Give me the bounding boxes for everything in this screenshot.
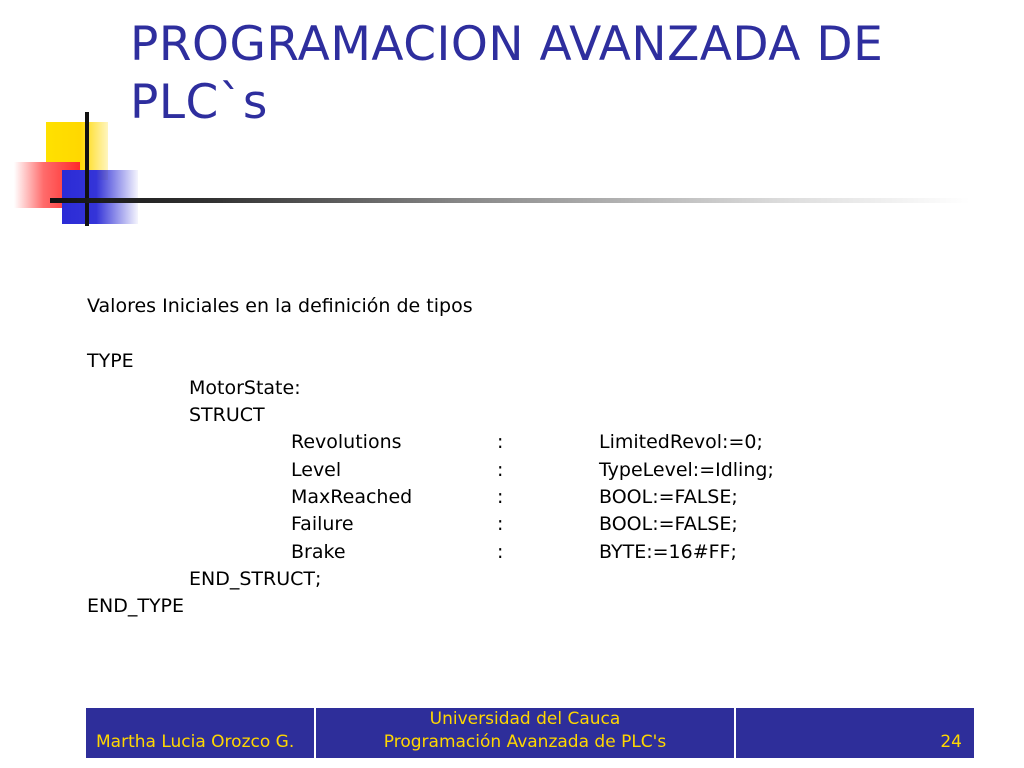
slide-body xyxy=(87,293,967,621)
field-name: MaxReached xyxy=(291,486,413,509)
footer-institution: Universidad del Cauca xyxy=(429,709,621,729)
field-name: Level xyxy=(291,458,342,481)
footer-course: Programación Avanzada de PLC's xyxy=(383,732,667,752)
field-type: TypeLevel:=Idling; xyxy=(599,458,774,481)
code-type-name: MotorState: xyxy=(189,376,301,399)
field-separator: : xyxy=(497,540,504,563)
field-separator: : xyxy=(497,513,504,536)
intro-text: Valores Iniciales en la definición de tipos xyxy=(87,295,473,317)
code-field-row xyxy=(87,484,967,511)
field-separator: : xyxy=(497,431,504,454)
field-name: Brake xyxy=(291,540,346,563)
field-type: BOOL:=FALSE; xyxy=(599,486,738,509)
code-struct-open: STRUCT xyxy=(189,404,265,427)
footer-author: Martha Lucia Orozco G. xyxy=(96,732,295,752)
slide-footer xyxy=(86,708,974,758)
code-type-open: TYPE xyxy=(87,349,134,372)
title-divider xyxy=(50,198,970,203)
logo-vertical-line xyxy=(85,112,89,226)
field-separator: : xyxy=(497,486,504,509)
field-type: LimitedRevol:=0; xyxy=(599,431,763,454)
field-separator: : xyxy=(497,458,504,481)
code-type-close: END_TYPE xyxy=(87,595,185,618)
field-name: Revolutions xyxy=(291,431,402,454)
code-field-row xyxy=(87,539,967,566)
code-field-row xyxy=(87,429,967,456)
footer-page-number: 24 xyxy=(940,732,962,752)
code-field-row xyxy=(87,457,967,484)
slide-title: PROGRAMACION AVANZADA DE PLC`s xyxy=(130,17,884,130)
field-name: Failure xyxy=(291,513,354,536)
field-type: BYTE:=16#FF; xyxy=(599,540,737,563)
logo-blue-square xyxy=(62,170,138,224)
blank-line xyxy=(87,320,967,347)
field-type: BOOL:=FALSE; xyxy=(599,513,738,536)
footer-author-cell xyxy=(86,708,316,758)
footer-center-cell xyxy=(316,708,736,758)
code-struct-close: END_STRUCT; xyxy=(189,567,322,590)
code-field-row xyxy=(87,511,967,538)
